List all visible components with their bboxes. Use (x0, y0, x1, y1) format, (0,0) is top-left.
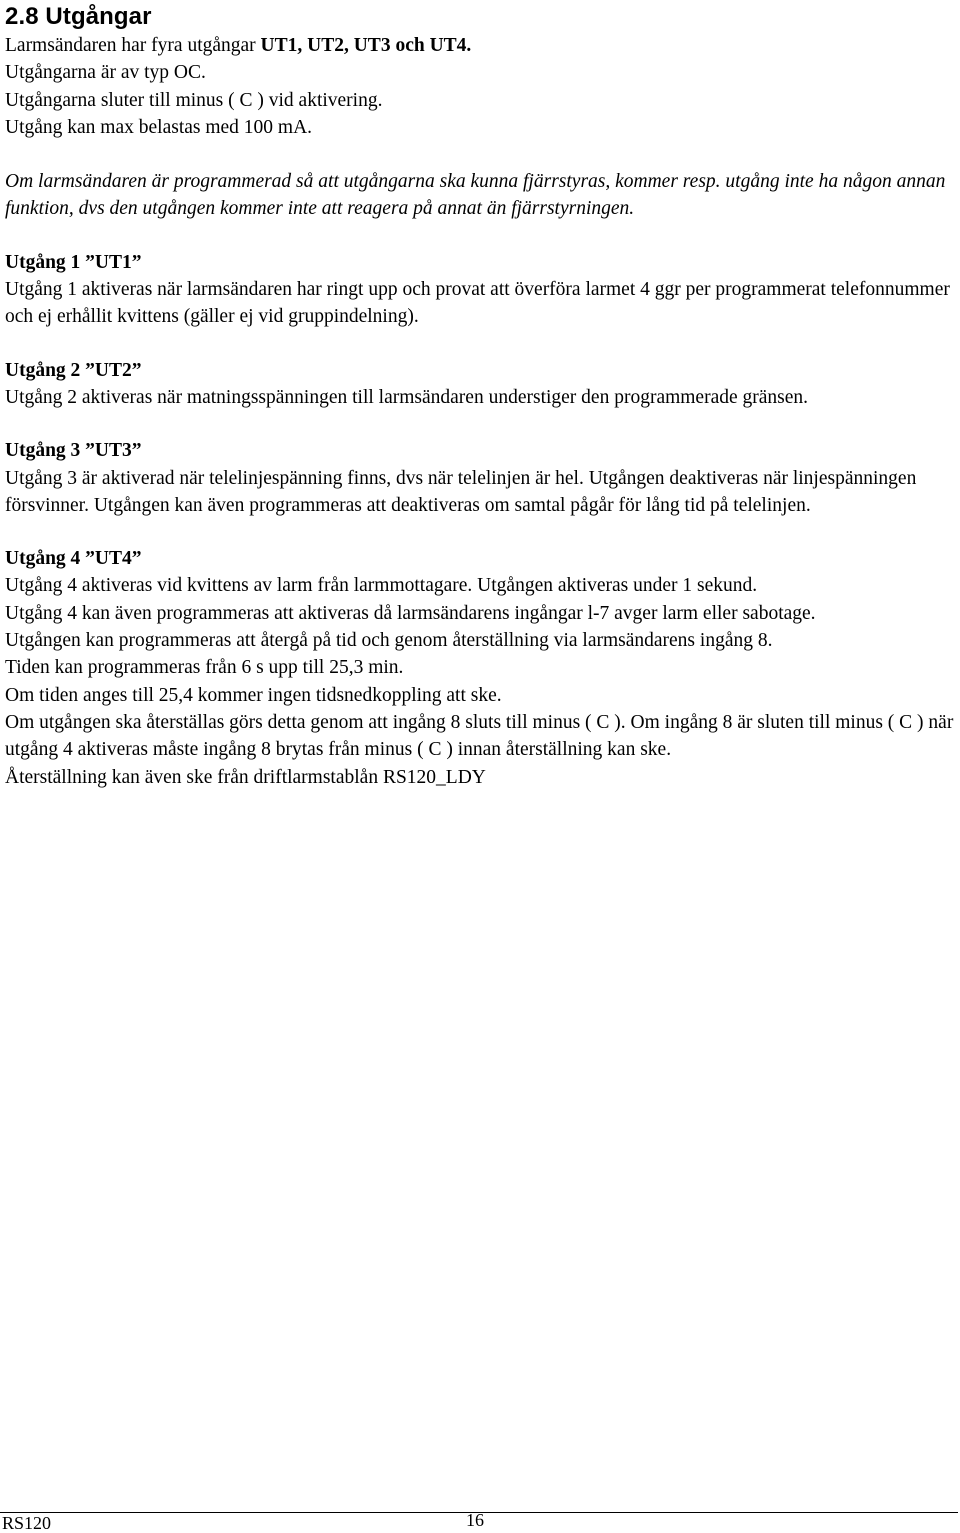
output-ut4-paragraph-1: Utgång 4 aktiveras vid kvittens av larm från larmmottagare. Utgången aktiveras under 1 sekund. (5, 575, 758, 597)
intro-line-1-text: Larmsändaren har fyra utgångar (5, 35, 261, 56)
output-ut3-description: Utgång 3 är aktiverad när telelinjespänning finns, dvs när telelinjen är hel. Utgången deaktiveras när linjespänningen försvinner. Utgången kan även programmeras att deaktiveras om samtal pågår för lång tid på telelinjen. (5, 467, 917, 516)
intro-line-3: Utgångarna sluter till minus ( C ) vid aktivering. (5, 89, 383, 111)
output-ut4-title: Utgång 4 ”UT4” (5, 548, 142, 570)
intro-line-4: Utgång kan max belastas med 100 mA. (5, 116, 313, 138)
spacer (5, 411, 955, 437)
output-ut2-section (5, 357, 955, 412)
output-ut4-section (5, 545, 955, 791)
spacer (5, 141, 955, 168)
output-ut4-paragraph-4: Tiden kan programmeras från 6 s upp till 25,3 min. (5, 657, 404, 679)
output-ut1-description: Utgång 1 aktiveras när larmsändaren har ringt upp och provat att överföra larmet 4 ggr per programmerat telefonnummer och ej erhållit kvittens (gäller ej vid gruppindelning). (5, 279, 950, 328)
spacer (5, 223, 955, 249)
intro-line-2: Utgångarna är av typ OC. (5, 62, 206, 84)
intro-line-1-outputs: UT1, UT2, UT3 och UT4. (260, 35, 472, 56)
spacer (5, 519, 955, 545)
intro-line-1 (5, 32, 955, 59)
page-number: 16 (466, 1510, 484, 1530)
output-ut4-paragraph-3: Utgången kan programmeras att återgå på tid och genom återställning via larmsändarens ingång 8. (5, 630, 773, 652)
output-ut4-paragraph-2: Utgång 4 kan även programmeras att aktiveras då larmsändarens ingångar l-7 avger larm eller sabotage. (5, 602, 816, 624)
output-ut2-description: Utgång 2 aktiveras när matningsspänningen till larmsändaren understiger den programmerade gränsen. (5, 386, 809, 408)
output-ut4-paragraph-6: Om utgången ska återställas görs detta genom att ingång 8 sluts till minus ( C ). Om ingång 8 är sluten till minus ( C ) när utgång 4 aktiveras måste ingång 8 brytas från minus ( C ) innan återställning kan ske. (5, 711, 954, 761)
output-ut1-section (5, 249, 955, 331)
output-ut2-title: Utgång 2 ”UT2” (5, 359, 142, 381)
section-heading: 2.8 Utgångar (5, 3, 152, 30)
document-page (5, 0, 955, 791)
output-ut4-paragraph-7: Återställning kan även ske från driftlarmstablån RS120_LDY (5, 766, 486, 788)
output-ut1-title: Utgång 1 ”UT1” (5, 251, 142, 273)
footer-model: RS120 (2, 1513, 52, 1533)
intro-block (5, 32, 955, 141)
remote-control-note: Om larmsändaren är programmerad så att utgångarna ska kunna fjärrstyras, kommer resp. utgång inte ha någon annan funktion, dvs den utgången kommer inte att reagera på annat än fjärrstyrningen. (5, 171, 946, 220)
output-ut3-title: Utgång 3 ”UT3” (5, 440, 142, 462)
spacer (5, 331, 955, 357)
output-ut3-section (5, 437, 955, 519)
output-ut4-paragraph-5: Om tiden anges till 25,4 kommer ingen tidsnedkoppling att ske. (5, 684, 502, 706)
